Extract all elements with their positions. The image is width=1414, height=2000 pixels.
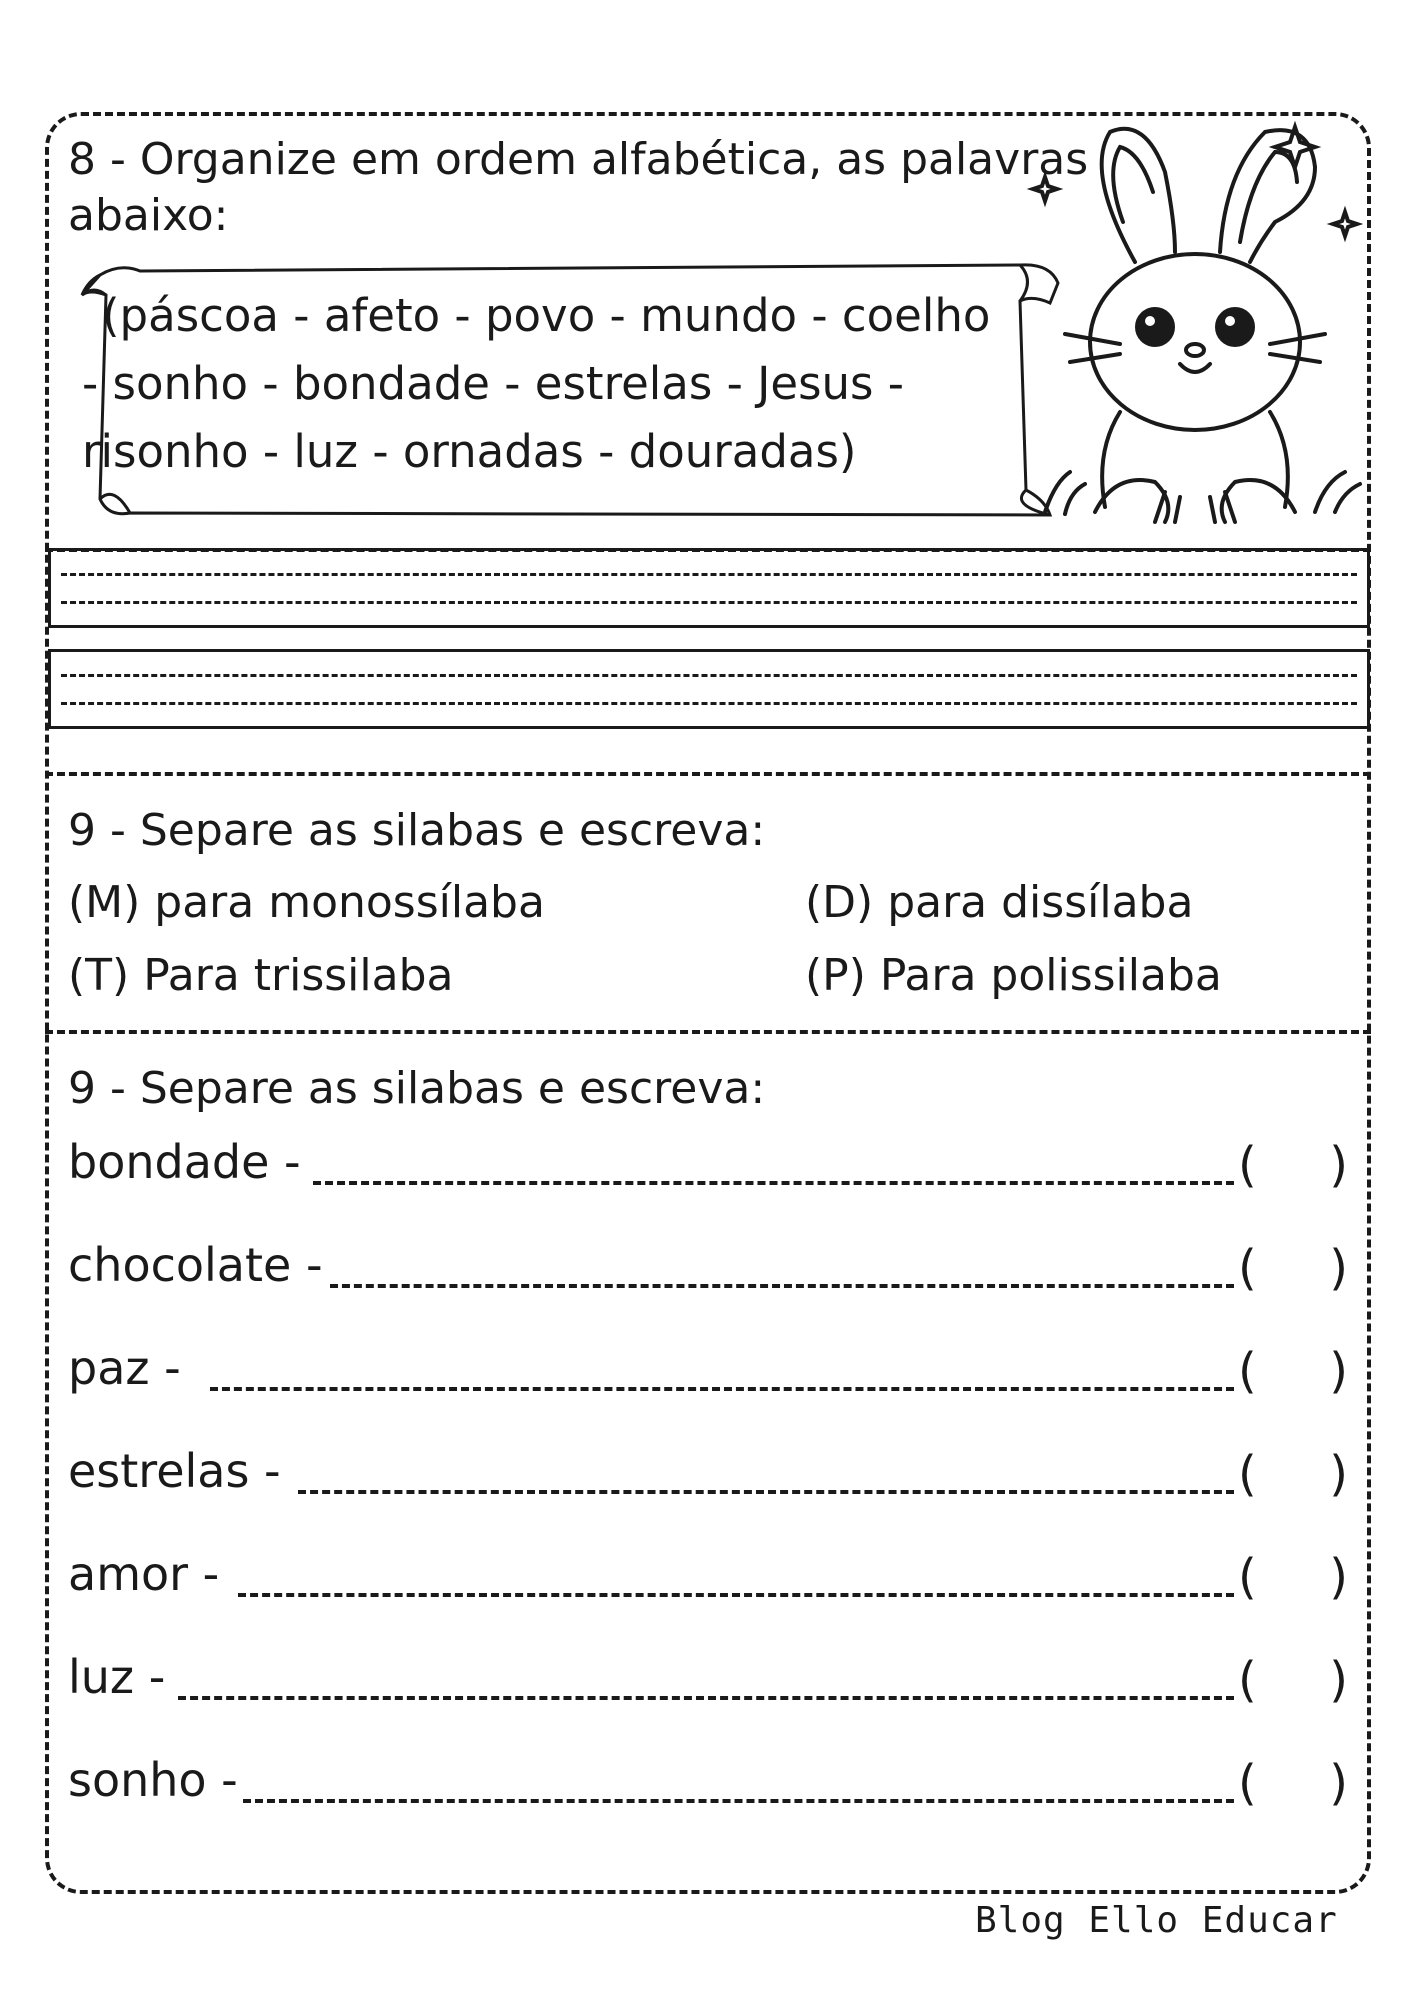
word-list-line1: (páscoa - afeto - povo - mundo - coelho: [102, 289, 991, 342]
answer-line[interactable]: [313, 1181, 1234, 1185]
question-8-title: [68, 132, 1088, 244]
word-list-line3: risonho - luz - ornadas - douradas): [82, 425, 857, 478]
question-9-exercise-title: 9 - Separe as silabas e escreva:: [68, 1063, 766, 1114]
question-9-legend-title: 9 - Separe as silabas e escreva:: [68, 805, 766, 856]
exercise-word: chocolate -: [68, 1238, 323, 1292]
exercise-word: bondade -: [68, 1135, 301, 1189]
exercise-row: chocolate - ( ): [68, 1238, 1348, 1296]
answer-line[interactable]: [238, 1593, 1234, 1597]
exercise-row: sonho - ( ): [68, 1753, 1348, 1811]
answer-line[interactable]: [298, 1490, 1234, 1494]
writing-box-2[interactable]: [48, 649, 1370, 729]
legend-trissilaba: (T) Para trissilaba: [68, 950, 454, 1001]
legend-dissilaba: (D) para dissílaba: [805, 877, 1194, 928]
answer-line[interactable]: [210, 1387, 1234, 1391]
legend-polissilaba: (P) Para polissilaba: [805, 950, 1222, 1001]
exercise-row: paz - ( ): [68, 1341, 1348, 1399]
exercise-row: estrelas - ( ): [68, 1444, 1348, 1502]
question-8-title-line2: abaixo:: [68, 190, 229, 241]
exercise-row: bondade - ( ): [68, 1135, 1348, 1193]
bunny-illustration-icon: [1025, 112, 1370, 532]
exercise-row: luz - ( ): [68, 1650, 1348, 1708]
exercise-word: paz -: [68, 1341, 181, 1395]
writing-box-1[interactable]: [48, 548, 1370, 628]
answer-line[interactable]: [243, 1799, 1234, 1803]
answer-line[interactable]: [330, 1284, 1234, 1288]
question-8-title-line1: 8 - Organize em ordem alfabética, as palavras: [68, 134, 1089, 185]
section-separator: [45, 1030, 1371, 1034]
legend-monossilaba: (M) para monossílaba: [68, 877, 545, 928]
exercise-word: amor -: [68, 1547, 220, 1601]
section-separator: [45, 772, 1371, 776]
exercise-word: sonho -: [68, 1753, 238, 1807]
word-list: [82, 282, 1002, 486]
answer-line[interactable]: [178, 1696, 1234, 1700]
footer-credit: Blog Ello Educar: [975, 1900, 1338, 1941]
word-list-line2: - sonho - bondade - estrelas - Jesus -: [82, 357, 905, 410]
exercise-row: amor - ( ): [68, 1547, 1348, 1605]
exercise-word: luz -: [68, 1650, 166, 1704]
exercise-word: estrelas -: [68, 1444, 281, 1498]
